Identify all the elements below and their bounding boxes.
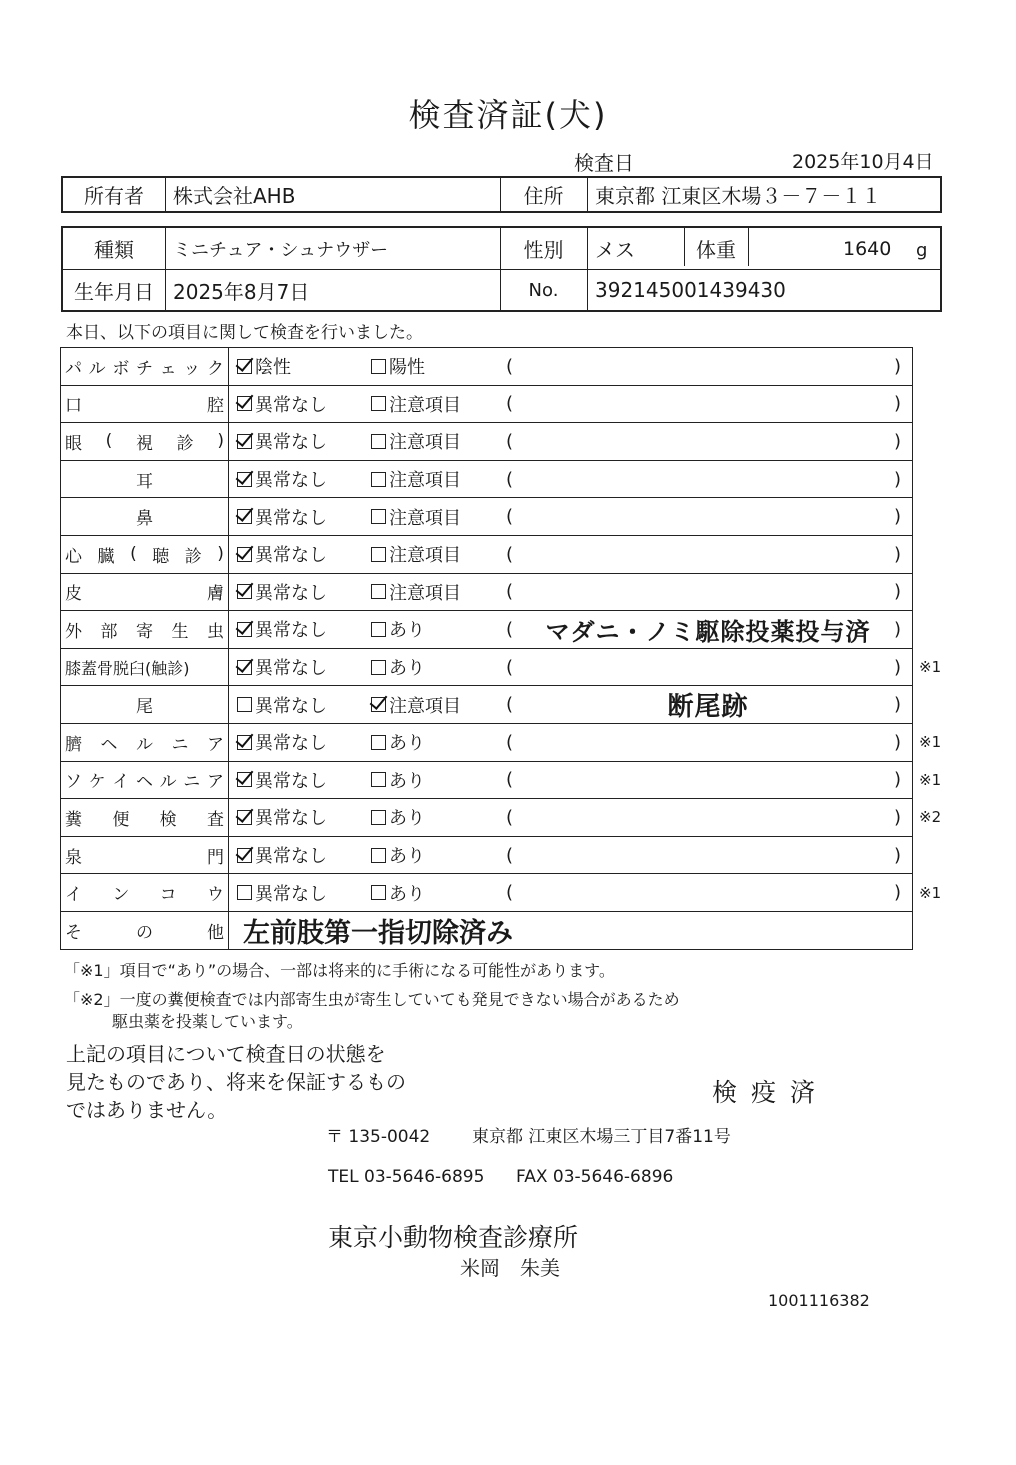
checkbox-present[interactable] <box>371 885 386 900</box>
item-label: 糞 便 検 査 <box>61 799 229 836</box>
option-label: 異常なし <box>255 394 327 416</box>
checkbox-present[interactable] <box>371 735 386 750</box>
checkbox-attention[interactable] <box>371 547 386 562</box>
breed-value: ミニチュア・シュナウザー <box>173 239 389 261</box>
parasite-treatment-note: マダニ・ノミ駆除投薬投与済 <box>545 617 871 646</box>
owner-table <box>61 176 942 213</box>
option-label: 注意項目 <box>389 394 461 416</box>
option-label: あり <box>389 808 425 830</box>
address-value: 東京都 江東区木場３－７－１１ <box>595 184 882 208</box>
option-label: あり <box>389 846 425 868</box>
checkbox-normal[interactable] <box>237 885 252 900</box>
disclaimer: 上記の項目について検査日の状態を 見たものであり、将来を保証するもの ではありません。 <box>66 1042 406 1122</box>
item-label: イ ン コ ウ <box>61 874 229 911</box>
weight-unit: g <box>916 240 928 261</box>
option-label: 陽性 <box>389 357 425 379</box>
item-label: 臍 ヘ ル ニ ア <box>61 724 229 761</box>
checklist-row-patella: 膝蓋骨脱臼(触診) 異常なし あり ( ) ※1 <box>61 649 912 687</box>
footnote-mark: ※1 <box>919 658 942 677</box>
checklist-row-ears: 耳 異常なし 注意項目 ( ) <box>61 461 912 499</box>
checklist-row-nose: 鼻 異常なし 注意項目 ( ) <box>61 498 912 536</box>
checklist-row-fontanelle: 泉 門 異常なし あり ( ) <box>61 837 912 875</box>
sex-label: 性別 <box>523 238 564 262</box>
checkbox-present[interactable] <box>371 848 386 863</box>
checkbox-attention[interactable] <box>371 509 386 524</box>
option-label: 異常なし <box>255 770 327 792</box>
checklist-row-umbilical-hernia: 臍 ヘ ル ニ ア 異常なし あり ( ) ※1 <box>61 724 912 762</box>
checkbox-normal[interactable] <box>237 848 252 863</box>
microchip-number: 392145001439430 <box>595 278 786 302</box>
item-label: 外 部 寄 生 虫 <box>61 611 229 648</box>
owner-value: 株式会社AHB <box>173 184 296 208</box>
postal-code: 〒 135-0042 <box>326 1127 431 1147</box>
checkbox-present[interactable] <box>371 810 386 825</box>
checklist-row-tail: 尾 異常なし 注意項目 ( 断尾跡 ) <box>61 686 912 724</box>
item-label: パ ル ボ チ ェ ッ ク <box>61 348 229 385</box>
option-label: 異常なし <box>255 883 327 905</box>
serial-number: 1001116382 <box>768 1291 870 1310</box>
checkbox-positive[interactable] <box>371 359 386 374</box>
checklist-row-external-parasites: 外 部 寄 生 虫 異常なし あり ( マダニ・ノミ駆除投薬投与済 ) <box>61 611 912 649</box>
clinic-fax: FAX 03-5646-6896 <box>516 1167 674 1187</box>
checkbox-normal[interactable] <box>237 547 252 562</box>
checklist-row-other <box>61 912 912 949</box>
option-label: あり <box>389 733 425 755</box>
address-label: 住所 <box>523 184 564 208</box>
owner-label: 所有者 <box>84 184 144 208</box>
sex-value: メス <box>595 238 635 262</box>
item-label: 鼻 <box>61 498 229 535</box>
item-label: 心 臓 ( 聴 診 ) <box>61 536 229 573</box>
option-label: 陰性 <box>255 357 291 379</box>
option-label: 注意項目 <box>389 432 461 454</box>
option-label: 注意項目 <box>389 582 461 604</box>
option-label: 異常なし <box>255 733 327 755</box>
checkbox-normal[interactable] <box>237 509 252 524</box>
checklist-row-skin: 皮 膚 異常なし 注意項目 ( ) <box>61 574 912 612</box>
option-label: あり <box>389 770 425 792</box>
inspection-checklist <box>60 347 942 950</box>
certificate-title: 検査済証(犬) <box>408 96 608 134</box>
inspected-stamp: 検 疫 済 <box>712 1078 818 1107</box>
option-label: 異常なし <box>255 846 327 868</box>
option-label: 異常なし <box>255 808 327 830</box>
footnote-1: 「※1」項目で“あり”の場合、一部は将来的に手術になる可能性があります。 <box>64 961 615 980</box>
dob-value: 2025年8月7日 <box>173 279 310 304</box>
option-label: 異常なし <box>255 620 327 642</box>
item-label: そ の 他 <box>61 912 229 949</box>
checkbox-negative[interactable] <box>237 359 252 374</box>
item-label: 耳 <box>61 461 229 498</box>
checkbox-attention[interactable] <box>371 584 386 599</box>
weight-value: 1640 <box>843 237 892 260</box>
checkbox-attention[interactable] <box>371 396 386 411</box>
footnote-2-line-1: 「※2」一度の糞便検査では内部寄生虫が寄生していても発見できない場合があるため <box>64 990 680 1009</box>
weight-label: 体重 <box>696 238 736 262</box>
option-label: 異常なし <box>255 545 327 567</box>
checkbox-normal[interactable] <box>237 697 252 712</box>
item-label: 眼 ( 視 診 ) <box>61 423 229 460</box>
checkbox-normal[interactable] <box>237 434 252 449</box>
checklist-row-eyes: 眼 ( 視 診 ) 異常なし 注意項目 ( ) <box>61 423 912 461</box>
footnote-mark: ※1 <box>919 770 942 789</box>
item-label: 尾 <box>61 686 229 723</box>
dob-label: 生年月日 <box>74 279 154 304</box>
item-label: 膝蓋骨脱臼(触診) <box>61 649 229 686</box>
other-note: 左前肢第一指切除済み <box>243 917 513 949</box>
exam-date: 2025年10月4日 <box>792 151 934 173</box>
option-label: 注意項目 <box>389 695 461 717</box>
checkbox-present[interactable] <box>371 660 386 675</box>
footnote-2-line-2: 駆虫薬を投薬しています。 <box>112 1012 303 1031</box>
checkbox-normal[interactable] <box>237 396 252 411</box>
checkbox-present[interactable] <box>371 622 386 637</box>
clinic-tel: TEL 03-5646-6895 <box>328 1167 485 1187</box>
checklist-row-inguinal-hernia: ソ ケ イ ヘ ル ニ ア 異常なし あり ( ) ※1 <box>61 762 912 800</box>
option-label: あり <box>389 620 425 642</box>
breed-label: 種類 <box>94 238 134 262</box>
item-label: 泉 門 <box>61 837 229 874</box>
checkbox-normal[interactable] <box>237 584 252 599</box>
footnote-mark: ※2 <box>919 808 942 827</box>
checkbox-normal[interactable] <box>237 810 252 825</box>
checkbox-normal[interactable] <box>237 472 252 487</box>
item-label: 口 腔 <box>61 386 229 423</box>
intro-text: 本日、以下の項目に関して検査を行いました。 <box>66 323 423 343</box>
option-label: あり <box>389 883 425 905</box>
vet-name: 米岡 朱美 <box>460 1256 560 1280</box>
option-label: 注意項目 <box>389 507 461 529</box>
footnote-mark: ※1 <box>919 883 942 902</box>
checkbox-normal[interactable] <box>237 735 252 750</box>
checkbox-present[interactable] <box>371 772 386 787</box>
clinic-name: 東京小動物検査診療所 <box>328 1223 579 1252</box>
option-label: 異常なし <box>255 695 327 717</box>
pet-info-table <box>61 226 942 312</box>
exam-date-label: 検査日 <box>574 151 634 175</box>
checkbox-attention[interactable] <box>371 472 386 487</box>
option-label: 異常なし <box>255 470 327 492</box>
tail-note: 断尾跡 <box>667 692 749 723</box>
item-label: 皮 膚 <box>61 574 229 611</box>
checkbox-normal[interactable] <box>237 660 252 675</box>
option-label: 異常なし <box>255 432 327 454</box>
checklist-row-mouth: 口 腔 異常なし 注意項目 ( ) <box>61 386 912 424</box>
checkbox-attention[interactable] <box>371 434 386 449</box>
option-label: 異常なし <box>255 582 327 604</box>
clinic-address: 東京都 江東区木場三丁目7番11号 <box>472 1127 731 1147</box>
checklist-row-parvo: パ ル ボ チ ェ ッ ク 陰性 陽性 ( ) <box>61 348 912 386</box>
checkbox-attention[interactable] <box>371 697 386 712</box>
option-label: 異常なし <box>255 507 327 529</box>
checkbox-normal[interactable] <box>237 622 252 637</box>
microchip-label: No. <box>528 279 559 301</box>
footnote-mark: ※1 <box>919 733 942 752</box>
checklist-row-stool-test: 糞 便 検 査 異常なし あり ( ) ※2 <box>61 799 912 837</box>
option-label: 注意項目 <box>389 470 461 492</box>
checkbox-normal[interactable] <box>237 772 252 787</box>
option-label: あり <box>389 658 425 680</box>
option-label: 異常なし <box>255 658 327 680</box>
checklist-row-larynx: イ ン コ ウ 異常なし あり ( ) ※1 <box>61 874 912 912</box>
item-label: ソ ケ イ ヘ ル ニ ア <box>61 762 229 799</box>
checklist-row-heart: 心 臓 ( 聴 診 ) 異常なし 注意項目 ( ) <box>61 536 912 574</box>
option-label: 注意項目 <box>389 545 461 567</box>
